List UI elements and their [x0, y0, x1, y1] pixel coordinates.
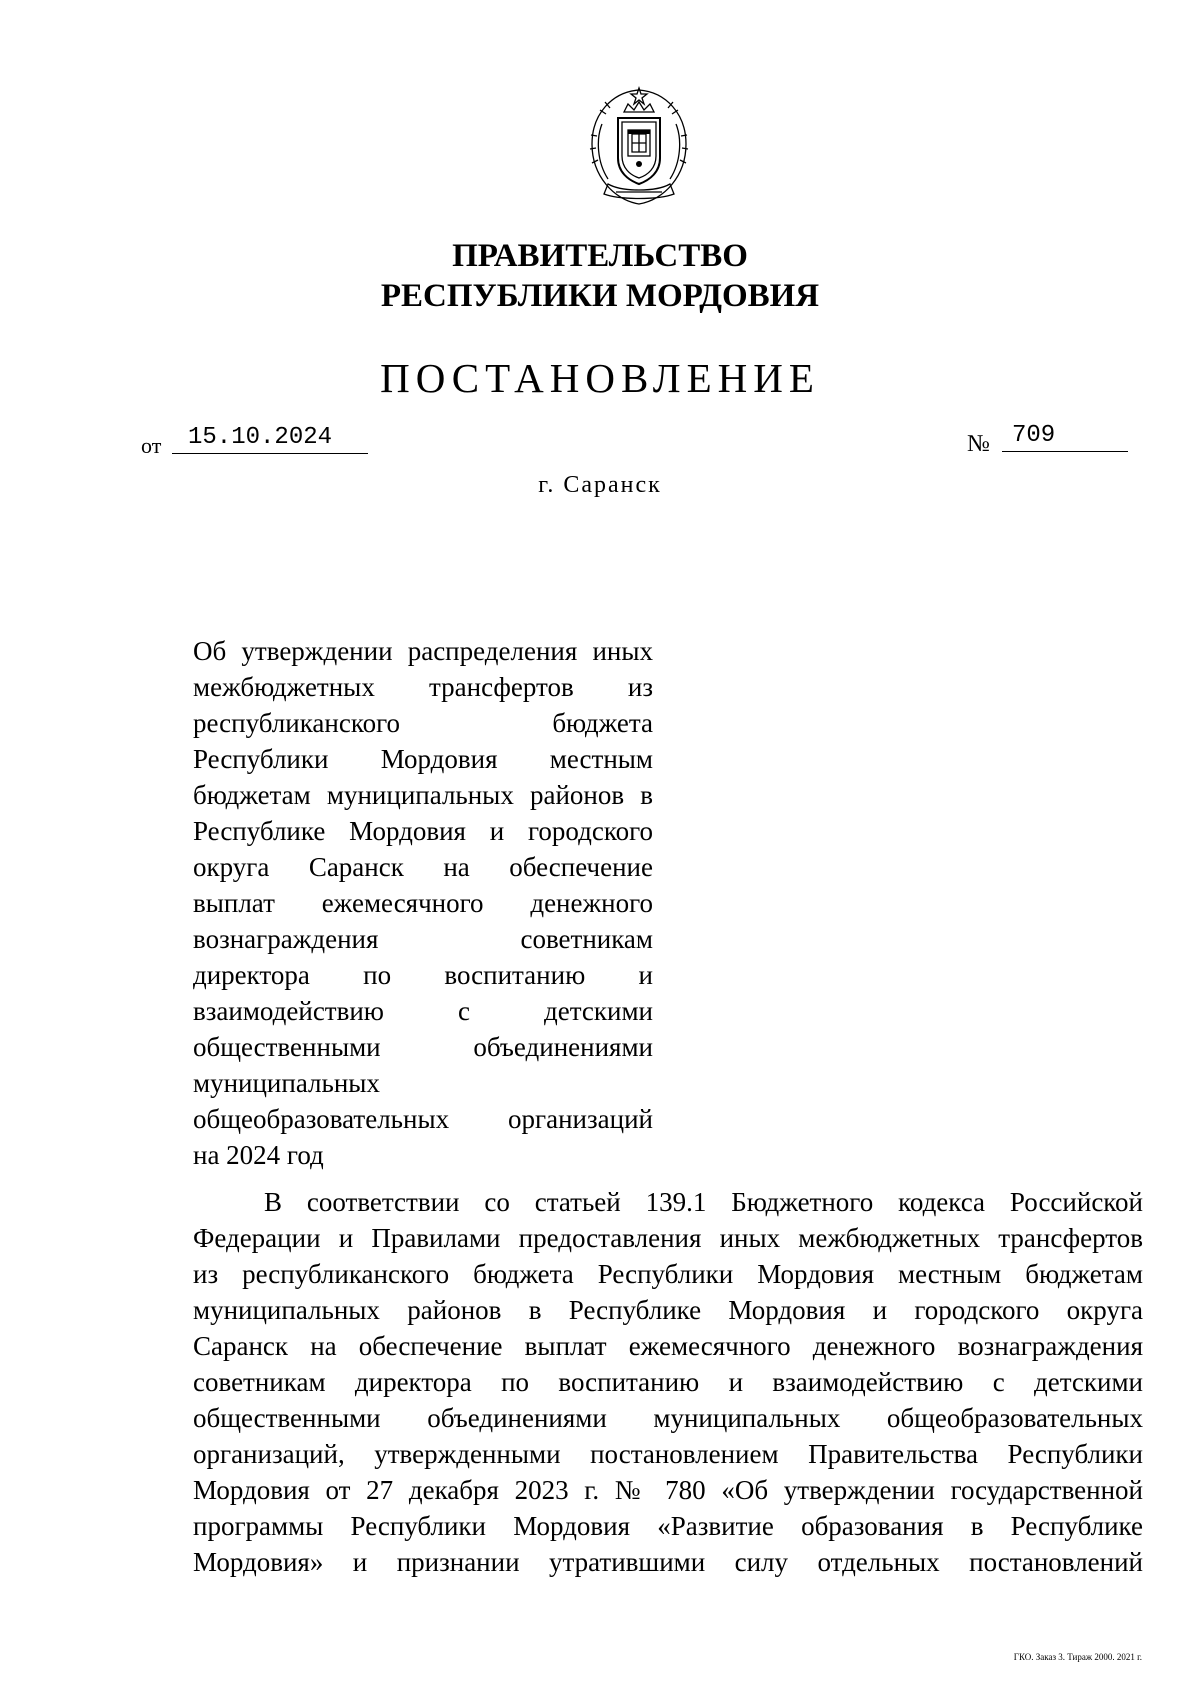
subject-line: директора по воспитанию и: [193, 960, 653, 990]
document-body: [193, 1184, 1143, 1580]
subject-line: бюджетам муниципальных районов в: [193, 780, 653, 810]
subject-line: на 2024 год: [193, 1140, 324, 1170]
coat-of-arms: [582, 84, 696, 208]
city-name: г. Саранск: [538, 472, 662, 498]
mordovia-coat-of-arms-icon: [582, 84, 696, 208]
subject-line: общественными объединениями: [193, 1032, 653, 1062]
subject-line: республиканского бюджета: [193, 708, 653, 738]
body-line: из республиканского бюджета Республики Мордовия местным бюджетам: [193, 1259, 1143, 1289]
date-prefix: от: [141, 433, 162, 458]
subject-line: Об утверждении распределения иных: [193, 636, 653, 666]
subject-line: муниципальных: [193, 1068, 380, 1098]
subject-line: округа Саранск на обеспечение: [193, 852, 653, 882]
body-line: советникам директора по воспитанию и взаимодействию с детскими: [193, 1367, 1143, 1397]
subject-line: Республике Мордовия и городского: [193, 816, 653, 846]
body-line: В соответствии со статьей 139.1 Бюджетного кодекса Российской: [264, 1187, 1143, 1217]
body-line: общественными объединениями муниципальных общеобразовательных: [193, 1403, 1143, 1433]
subject-line: Республики Мордовия местным: [193, 744, 653, 774]
document-subject: [193, 633, 653, 1173]
body-line: муниципальных районов в Республике Мордовия и городского округа: [193, 1295, 1143, 1325]
subject-line: выплат ежемесячного денежного: [193, 888, 653, 918]
subject-line: вознаграждения советникам: [193, 924, 653, 954]
subject-line: взаимодействию с детскими: [193, 996, 653, 1026]
print-info-footer: ГКО. Заказ 3. Тираж 2000. 2021 г.: [1013, 1652, 1142, 1662]
subject-line: общеобразовательных организаций: [193, 1104, 653, 1134]
government-name-line1: ПРАВИТЕЛЬСТВО: [452, 238, 748, 274]
government-name-line2: РЕСПУБЛИКИ МОРДОВИЯ: [380, 278, 820, 314]
body-line: Мордовия от 27 декабря 2023 г. № 780 «Об утверждении государственной: [193, 1475, 1143, 1505]
subject-line: межбюджетных трансфертов из: [193, 672, 653, 702]
body-line: программы Республики Мордовия «Развитие образования в Республике: [193, 1511, 1143, 1541]
document-date: 15.10.2024: [172, 424, 368, 454]
body-line: организаций, утвержденными постановлением Правительства Республики: [193, 1439, 1143, 1469]
number-prefix: №: [967, 431, 990, 457]
body-line: Федерации и Правилами предоставления иных межбюджетных трансфертов: [193, 1223, 1143, 1253]
body-line: Саранск на обеспечение выплат ежемесячного денежного вознаграждения: [193, 1331, 1143, 1361]
body-line: Мордовия» и признании утратившими силу отдельных постановлений: [193, 1547, 1143, 1577]
document-number: 709: [1002, 422, 1128, 452]
document-type-title: ПОСТАНОВЛЕНИЕ: [380, 355, 820, 401]
